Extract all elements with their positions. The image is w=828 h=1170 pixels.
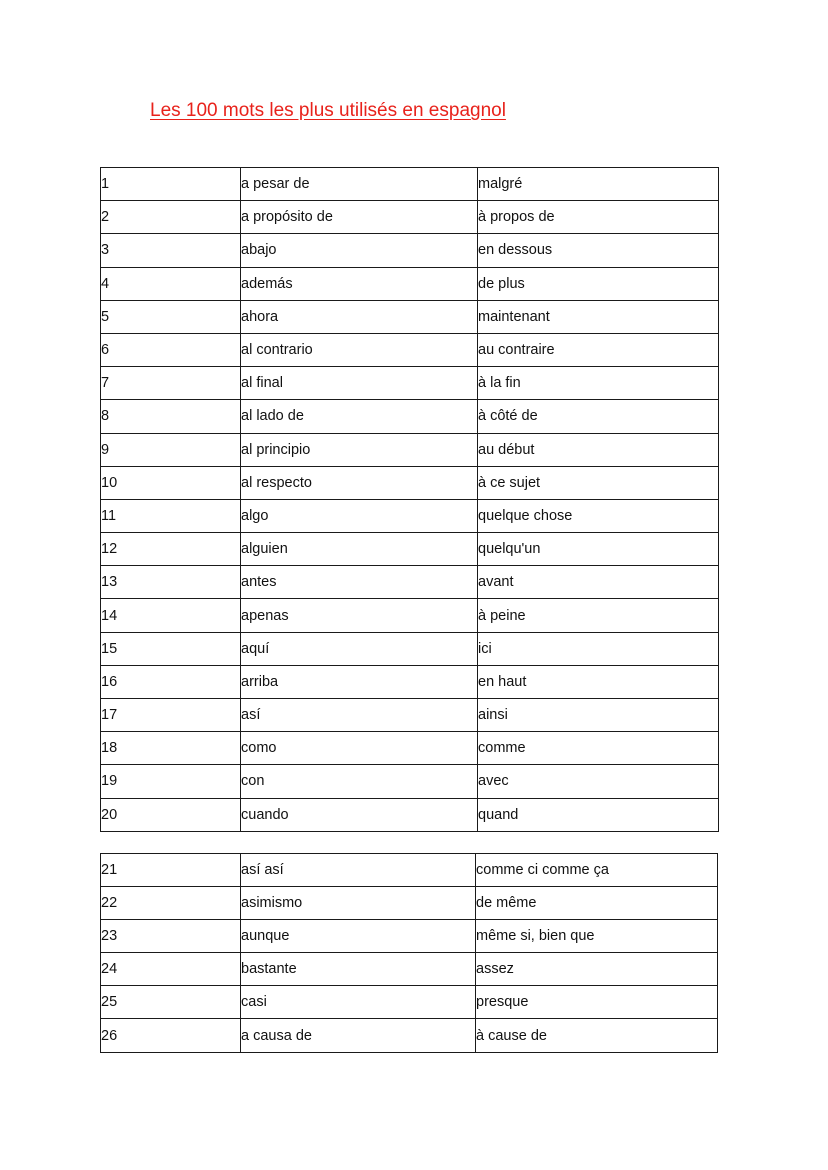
row-number: 3 bbox=[101, 234, 241, 267]
spanish-word: al contrario bbox=[241, 333, 478, 366]
row-number: 26 bbox=[101, 1019, 241, 1052]
spanish-word: a pesar de bbox=[241, 168, 478, 201]
french-translation: quand bbox=[478, 798, 719, 831]
spanish-word: al final bbox=[241, 367, 478, 400]
table-row bbox=[101, 168, 719, 201]
row-number: 21 bbox=[101, 854, 241, 887]
spanish-word: bastante bbox=[241, 953, 476, 986]
table-row bbox=[101, 1019, 718, 1052]
table-row bbox=[101, 533, 719, 566]
table-row bbox=[101, 333, 719, 366]
spanish-word: con bbox=[241, 765, 478, 798]
table-row bbox=[101, 201, 719, 234]
page-title: Les 100 mots les plus utilisés en espagnol bbox=[150, 100, 506, 121]
spanish-word: además bbox=[241, 267, 478, 300]
spanish-word: así bbox=[241, 699, 478, 732]
spanish-word: antes bbox=[241, 566, 478, 599]
table-row bbox=[101, 599, 719, 632]
row-number: 19 bbox=[101, 765, 241, 798]
row-number: 7 bbox=[101, 367, 241, 400]
table-row bbox=[101, 566, 719, 599]
row-number: 23 bbox=[101, 920, 241, 953]
french-translation: même si, bien que bbox=[476, 920, 718, 953]
french-translation: au début bbox=[478, 433, 719, 466]
french-translation: maintenant bbox=[478, 300, 719, 333]
row-number: 9 bbox=[101, 433, 241, 466]
french-translation: en haut bbox=[478, 665, 719, 698]
row-number: 15 bbox=[101, 632, 241, 665]
row-number: 1 bbox=[101, 168, 241, 201]
french-translation: comme bbox=[478, 732, 719, 765]
table-row bbox=[101, 920, 718, 953]
row-number: 4 bbox=[101, 267, 241, 300]
table-row bbox=[101, 732, 719, 765]
row-number: 10 bbox=[101, 466, 241, 499]
row-number: 6 bbox=[101, 333, 241, 366]
french-translation: ainsi bbox=[478, 699, 719, 732]
row-number: 18 bbox=[101, 732, 241, 765]
row-number: 11 bbox=[101, 499, 241, 532]
french-translation: ici bbox=[478, 632, 719, 665]
french-translation: de même bbox=[476, 887, 718, 920]
french-translation: quelqu'un bbox=[478, 533, 719, 566]
row-number: 20 bbox=[101, 798, 241, 831]
spanish-word: asimismo bbox=[241, 887, 476, 920]
table-row bbox=[101, 400, 719, 433]
french-translation: malgré bbox=[478, 168, 719, 201]
spanish-word: arriba bbox=[241, 665, 478, 698]
french-translation: en dessous bbox=[478, 234, 719, 267]
french-translation: à ce sujet bbox=[478, 466, 719, 499]
spanish-word: al lado de bbox=[241, 400, 478, 433]
spanish-word: ahora bbox=[241, 300, 478, 333]
spanish-word: así así bbox=[241, 854, 476, 887]
table-row bbox=[101, 986, 718, 1019]
spanish-word: apenas bbox=[241, 599, 478, 632]
table-row bbox=[101, 798, 719, 831]
row-number: 22 bbox=[101, 887, 241, 920]
row-number: 16 bbox=[101, 665, 241, 698]
spanish-word: abajo bbox=[241, 234, 478, 267]
spanish-word: aunque bbox=[241, 920, 476, 953]
table-row bbox=[101, 953, 718, 986]
french-translation: assez bbox=[476, 953, 718, 986]
table-row bbox=[101, 234, 719, 267]
french-translation: quelque chose bbox=[478, 499, 719, 532]
spanish-word: aquí bbox=[241, 632, 478, 665]
spanish-word: casi bbox=[241, 986, 476, 1019]
row-number: 2 bbox=[101, 201, 241, 234]
french-translation: presque bbox=[476, 986, 718, 1019]
table-row bbox=[101, 499, 719, 532]
spanish-word: al respecto bbox=[241, 466, 478, 499]
row-number: 12 bbox=[101, 533, 241, 566]
row-number: 5 bbox=[101, 300, 241, 333]
spanish-word: algo bbox=[241, 499, 478, 532]
table-row bbox=[101, 665, 719, 698]
row-number: 14 bbox=[101, 599, 241, 632]
spanish-word: como bbox=[241, 732, 478, 765]
french-translation: avec bbox=[478, 765, 719, 798]
spanish-word: cuando bbox=[241, 798, 478, 831]
table-row bbox=[101, 765, 719, 798]
row-number: 17 bbox=[101, 699, 241, 732]
french-translation: à propos de bbox=[478, 201, 719, 234]
spanish-word: alguien bbox=[241, 533, 478, 566]
row-number: 24 bbox=[101, 953, 241, 986]
french-translation: à peine bbox=[478, 599, 719, 632]
table-row bbox=[101, 300, 719, 333]
table-row bbox=[101, 887, 718, 920]
row-number: 8 bbox=[101, 400, 241, 433]
french-translation: à côté de bbox=[478, 400, 719, 433]
row-number: 25 bbox=[101, 986, 241, 1019]
table-row bbox=[101, 466, 719, 499]
table-row bbox=[101, 267, 719, 300]
spanish-word: al principio bbox=[241, 433, 478, 466]
vocabulary-table-1 bbox=[100, 167, 719, 832]
row-number: 13 bbox=[101, 566, 241, 599]
table-row bbox=[101, 433, 719, 466]
table-row bbox=[101, 854, 718, 887]
french-translation: de plus bbox=[478, 267, 719, 300]
table-row bbox=[101, 367, 719, 400]
spanish-word: a causa de bbox=[241, 1019, 476, 1052]
vocabulary-table-2 bbox=[100, 853, 718, 1053]
french-translation: à cause de bbox=[476, 1019, 718, 1052]
french-translation: avant bbox=[478, 566, 719, 599]
table-row bbox=[101, 699, 719, 732]
table-row bbox=[101, 632, 719, 665]
french-translation: à la fin bbox=[478, 367, 719, 400]
french-translation: comme ci comme ça bbox=[476, 854, 718, 887]
french-translation: au contraire bbox=[478, 333, 719, 366]
spanish-word: a propósito de bbox=[241, 201, 478, 234]
